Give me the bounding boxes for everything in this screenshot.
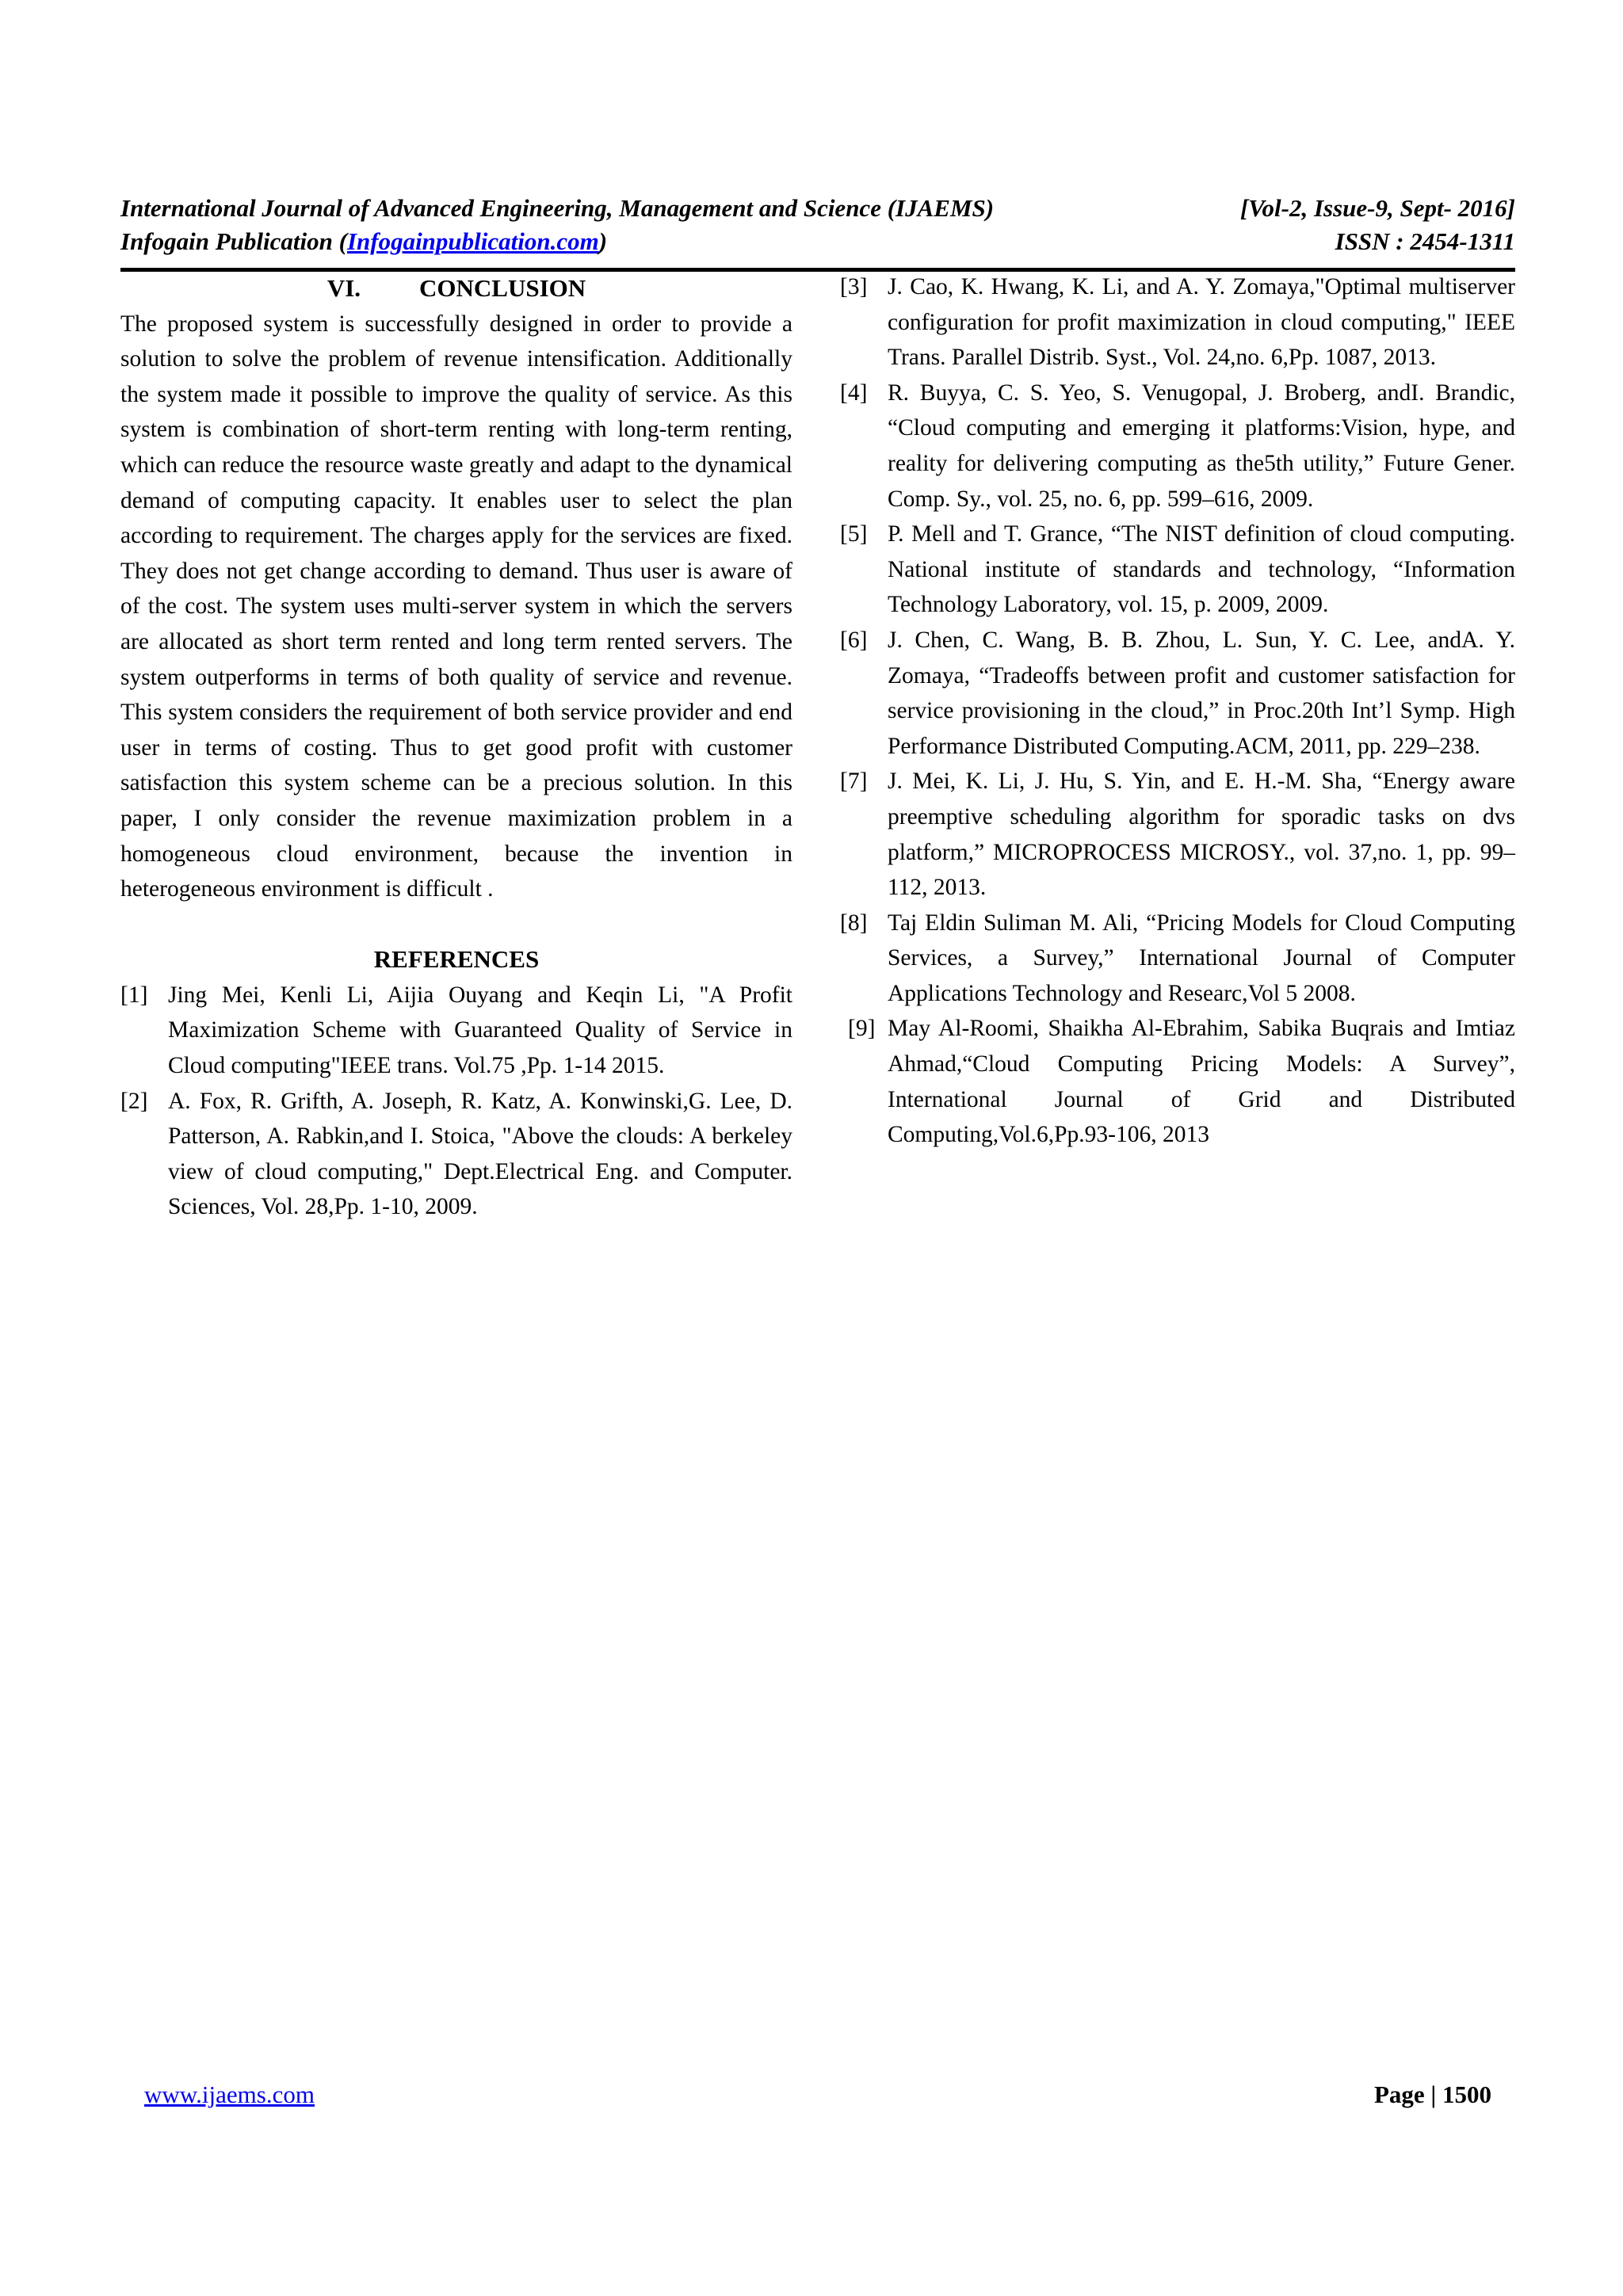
reference-text: R. Buyya, C. S. Yeo, S. Venugopal, J. Broberg, andI. Brandic, “Cloud computing and emerging it platforms:Vision, hype, and reality for delivering computing as the5th utility,” Future Gener. Comp. Sy., vol. 25, no. 6, pp. 599–616, 2009. bbox=[888, 379, 1515, 512]
reference-number: [9] bbox=[848, 1016, 876, 1042]
publisher-suffix: ) bbox=[598, 227, 608, 255]
reference-item bbox=[840, 764, 1515, 905]
reference-item bbox=[120, 978, 792, 1084]
reference-number: [8] bbox=[840, 910, 868, 936]
reference-item bbox=[840, 376, 1515, 517]
reference-number: [3] bbox=[840, 274, 868, 299]
section-number: VI. bbox=[327, 274, 361, 302]
reference-text: J. Chen, C. Wang, B. B. Zhou, L. Sun, Y. C. Lee, andA. Y. Zomaya, “Tradeoffs between profit and customer satisfaction for service provisioning in the cloud,” in Proc.20th Int’l Symp. High Performance Distributed Computing.ACM, 2011, pp. 229–238. bbox=[888, 627, 1515, 759]
page-header bbox=[120, 192, 1515, 258]
reference-text: Jing Mei, Kenli Li, Aijia Ouyang and Keqin Li, "A Profit Maximization Scheme with Guaranteed Quality of Service in Cloud computing"IEEE trans. Vol.75 ,Pp. 1-14 2015. bbox=[168, 982, 792, 1079]
section-heading-conclusion bbox=[120, 271, 792, 307]
right-column bbox=[840, 269, 1515, 1153]
reference-text: J. Mei, K. Li, J. Hu, S. Yin, and E. H.-M. Sha, “Energy aware preemptive scheduling algorithm for sporadic tasks on dvs platform,” MICROPROCESS MICROSY., vol. 37,no. 1, pp. 99–112, 2013. bbox=[888, 769, 1515, 901]
header-row-2 bbox=[120, 225, 1515, 258]
reference-number: [6] bbox=[840, 627, 868, 653]
reference-number: [1] bbox=[120, 982, 148, 1008]
publisher bbox=[120, 225, 607, 258]
header-row-1 bbox=[120, 192, 1515, 225]
publisher-prefix: Infogain Publication ( bbox=[120, 227, 347, 255]
left-column bbox=[120, 269, 792, 1225]
publisher-link[interactable]: Infogainpublication.com bbox=[346, 227, 599, 255]
references-heading: REFERENCES bbox=[373, 945, 540, 974]
page-number: Page | 1500 bbox=[1373, 2081, 1491, 2108]
journal-title: International Journal of Advanced Engineering, Management and Science (IJAEMS) bbox=[120, 194, 995, 222]
page-footer bbox=[144, 2081, 1491, 2109]
reference-text: A. Fox, R. Grifth, A. Joseph, R. Katz, A. Konwinski,G. Lee, D. Patterson, A. Rabkin,and I. Stoica, "Above the clouds: A berkeley view of cloud computing," Dept.Electrical Eng. and Computer. Sciences, Vol. 28,Pp. 1-10, 2009. bbox=[168, 1088, 792, 1220]
reference-text: Taj Eldin Suliman M. Ali, “Pricing Models for Cloud Computing Services, a Survey,” International Journal of Computer Applications Technology and Researc,Vol 5 2008. bbox=[888, 910, 1515, 1006]
reference-item bbox=[840, 517, 1515, 623]
reference-item bbox=[840, 906, 1515, 1012]
reference-number: [5] bbox=[840, 521, 868, 547]
reference-number: [2] bbox=[120, 1088, 148, 1114]
website-link[interactable]: www.ijaems.com bbox=[144, 2081, 315, 2108]
reference-text: May Al-Roomi, Shaikha Al-Ebrahim, Sabika Buqrais and Imtiaz Ahmad,“Cloud Computing Pricing Models: A Survey”, International Journal of Grid and Distributed Computing,Vol.6,Pp.93-106, 2013 bbox=[888, 1016, 1515, 1148]
reference-number: [7] bbox=[840, 769, 868, 795]
reference-text: J. Cao, K. Hwang, K. Li, and A. Y. Zomaya,"Optimal multiserver configuration for profit maximization in cloud computing," IEEE Trans. Parallel Distrib. Syst., Vol. 24,no. 6,Pp. 1087, 2013. bbox=[888, 274, 1515, 371]
conclusion-paragraph: The proposed system is successfully designed in order to provide a solution to solve the problem of revenue intensification. Additionally the system made it possible to improve the quality of service. As this system is combination of short-term renting with long-term renting, which can reduce the resource waste greatly and adapt to the dynamical demand of computing capacity. It enables user to select the plan according to requirement. The charges apply for the services are fixed. They does not get change according to demand. Thus user is aware of of the cost. The system uses multi-server system in which the servers are allocated as short term rented and long term rented servers. The system outperforms in terms of both quality of service and revenue. This system considers the requirement of both service provider and end user in terms of costing. Thus to get good profit with customer satisfaction this system scheme can be a precious solution. In this paper, I only consider the revenue maximization problem in a homogeneous cloud environment, because the invention in heterogeneous environment is difficult . bbox=[120, 311, 792, 902]
reference-item bbox=[840, 623, 1515, 764]
issn: ISSN : 2454-1311 bbox=[1335, 227, 1515, 255]
reference-text: P. Mell and T. Grance, “The NIST definition of cloud computing. National institute of standards and technology, “Information Technology Laboratory, vol. 15, p. 2009, 2009. bbox=[888, 521, 1515, 618]
reference-item bbox=[840, 269, 1515, 376]
section-title: CONCLUSION bbox=[419, 274, 586, 302]
volume-info: [Vol-2, Issue-9, Sept- 2016] bbox=[1239, 194, 1515, 222]
reference-number: [4] bbox=[840, 379, 868, 406]
reference-item bbox=[840, 1011, 1515, 1152]
reference-item bbox=[120, 1084, 792, 1225]
